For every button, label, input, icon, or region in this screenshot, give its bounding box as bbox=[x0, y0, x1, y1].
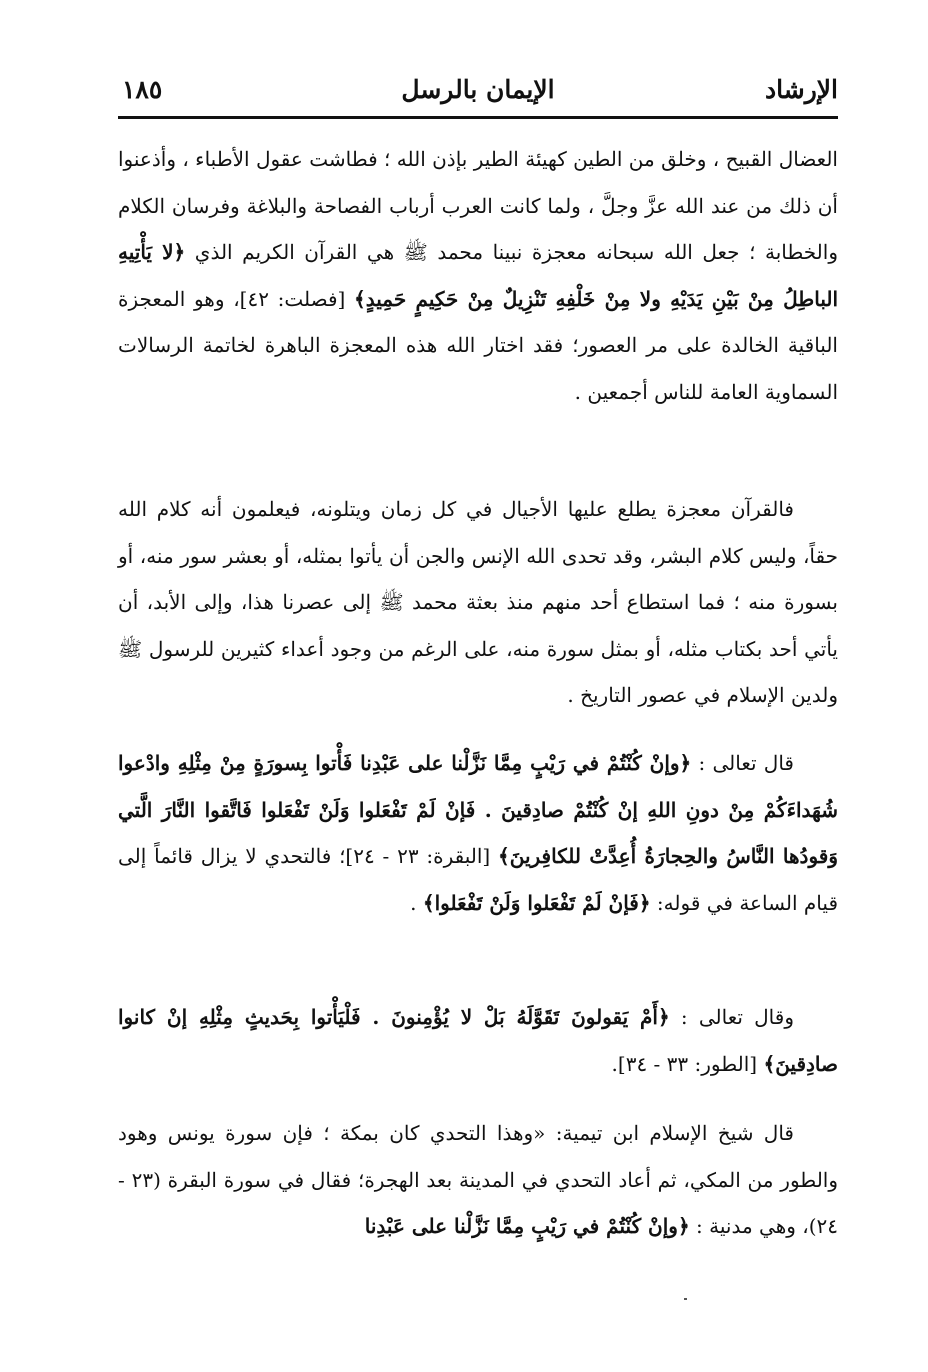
paragraph-4 bbox=[118, 994, 838, 1087]
paragraph-2 bbox=[118, 486, 838, 719]
text-segment: [الطور: ٣٣ - ٣٤]. bbox=[611, 1051, 764, 1076]
text-segment: قال تعالى : bbox=[691, 751, 794, 775]
header-rule bbox=[118, 116, 838, 119]
paragraph-5 bbox=[118, 1110, 838, 1250]
running-header bbox=[118, 70, 838, 114]
scan-speck bbox=[684, 1298, 687, 1300]
paragraph-1 bbox=[118, 136, 838, 415]
quran-verse: ﴿وإنْ كُنْتُمْ في رَيْبٍ مِمَّا نَزَّلْنا على عَبْدِنا bbox=[364, 1214, 690, 1238]
quran-verse: ﴿لا يَأْتِيهِ الباطِلُ مِنْ بَيْنِ يَدَيْهِ ولا مِنْ خَلْفِهِ تَنْزِيلٌ مِنْ حَكِيمٍ حَمِيدٍ﴾ bbox=[118, 240, 839, 311]
text-segment: [فصلت: ٤٢]، وهو المعجزة الباقية الخالدة على مر العصور؛ فقد اختار الله هذه المعجزة الباهرة لخاتمة الرسالات السماوية العامة للناس أجمعين . bbox=[118, 286, 838, 404]
text-segment: العضال القبيح ، وخلق من الطين كهيئة الطير بإذن الله ؛ فطاشت عقول الأطباء ، وأذعنوا أن ذلك من عند الله عزَّ وجلَّ ، ولما كانت العرب أرباب الفصاحة والبلاغة وفرسان الكلام والخطابة ؛ جعل الله سبحانه معجزة نبينا محمد ﷺ هي القرآن الكريم الذي bbox=[118, 147, 838, 264]
text-segment: . bbox=[410, 890, 423, 915]
page-number: ١٨٥ bbox=[122, 75, 163, 104]
text-segment: قال شيخ الإسلام ابن تيمية: «وهذا التحدي كان بمكة ؛ فإن سورة يونس وهود والطور من المكي، ثم أعاد التحدي في المدينة بعد الهجرة؛ فقال في سورة البقرة (٢٣ - ٢٤)، وهي مدنية : bbox=[118, 1121, 839, 1238]
text-segment: فالقرآن معجزة يطلع عليها الأجيال في كل زمان ويتلونه، فيعلمون أنه كلام الله حقاً، وليس كلام البشر، وقد تحدى الله الإنس والجن أن يأتوا بمثله، أو بعشر سور منه، أو بسورة منه ؛ فما استطاع أحد منهم منذ بعثة محمد ﷺ إلى عصرنا هذا، وإلى الأبد، أن يأتي أحد بكتاب مثله، أو بمثل سورة منه، على الرغم من وجود أعداء كثيرين للرسول ﷺ ولدين الإسلام في عصور التاريخ . bbox=[118, 497, 838, 707]
paragraph-3 bbox=[118, 740, 838, 926]
chapter-title: الإيمان بالرسل bbox=[401, 75, 555, 104]
quran-verse: ﴿فَإنْ لَمْ تَفْعَلوا وَلَنْ تَفْعَلوا﴾ bbox=[422, 890, 651, 915]
book-title: الإرشاد bbox=[765, 75, 838, 104]
text-segment: [البقرة: ٢٣ - ٢٤]؛ فالتحدي لا يزال قائماً إلى قيام الساعة في قوله: bbox=[118, 844, 838, 915]
text-segment: وقال تعالى : bbox=[669, 1005, 794, 1029]
quran-verse: ﴿وإنْ كُنْتُمْ في رَيْبٍ مِمَّا نَزَّلْنا على عَبْدِنا فَأْتوا بِسورَةٍ مِنْ مِثْلِهِ وادْعوا شُهَداءَكُمْ مِنْ دونِ اللهِ إنْ كُنْتُمْ صادِقينَ . فَإنْ لَمْ تَفْعَلوا وَلَنْ تَفْعَلوا فَاتَّقوا النَّارَ الَّتي وَقودُها النَّاسُ والحِجارَةُ أُعِدَّتْ للكافِرينَ﴾ bbox=[118, 751, 838, 868]
quran-verse: ﴿أَمْ يَقولونَ تَقَوَّلَهُ بَلْ لا يُؤْمِنونَ . فَلْيَأْتوا بِحَديثٍ مِثْلِهِ إنْ كانوا صادِقينَ﴾ bbox=[118, 1005, 838, 1076]
